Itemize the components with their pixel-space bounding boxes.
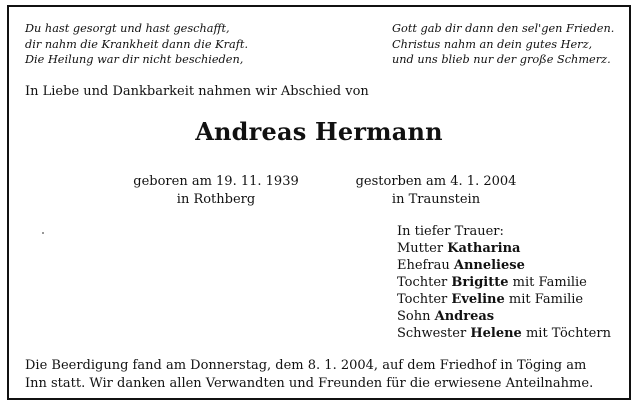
mourner-entry — [397, 257, 611, 274]
print-speck — [42, 232, 44, 234]
mourner-suffix: mit Töchtern — [525, 326, 611, 341]
funeral-line: Die Beerdigung fand am Donnerstag, dem 8. 1. 2004, auf dem Friedhof in Töging am — [25, 358, 587, 373]
poem-right — [392, 21, 614, 68]
funeral-notice — [25, 357, 623, 393]
mourner-entry — [397, 325, 611, 342]
mourner-relation: Tochter — [397, 275, 448, 290]
mourner-name: Brigitte — [451, 275, 509, 290]
mourner-suffix: mit Familie — [512, 275, 587, 290]
poem-line: Gott gab dir dann den sel'gen Frieden. — [392, 22, 615, 35]
mourner-relation: Schwester — [397, 326, 467, 341]
mourner-name: Anneliese — [453, 258, 525, 273]
intro-text: In Liebe und Dankbarkeit nahmen wir Abschied von — [25, 84, 369, 99]
poem-line: Du hast gesorgt und hast geschafft, — [25, 22, 230, 35]
mourner-name: Eveline — [451, 292, 505, 307]
poem-line: dir nahm die Krankheit dann die Kraft. — [25, 37, 249, 51]
birth-info — [111, 173, 321, 209]
obituary-notice — [7, 5, 631, 400]
birth-place: in Rothberg — [176, 192, 256, 207]
mourner-relation: Sohn — [397, 309, 431, 324]
mourner-name: Helene — [470, 326, 522, 341]
mourner-entry — [397, 291, 611, 308]
poem-line: Die Heilung war dir nicht beschieden, — [25, 53, 244, 67]
mourner-entry — [397, 240, 611, 257]
mourner-name: Andreas — [434, 309, 495, 324]
poem-line: Christus nahm an dein gutes Herz, — [392, 37, 593, 51]
funeral-line: Inn statt. Wir danken allen Verwandten und Freunden für die erwiesene Anteilnahme. — [25, 376, 594, 391]
death-info — [331, 173, 541, 209]
death-date: gestorben am 4. 1. 2004 — [355, 174, 517, 189]
mourner-name: Katharina — [447, 241, 521, 256]
mourner-relation: Ehefrau — [397, 258, 450, 273]
poem-line: und uns blieb nur der große Schmerz. — [392, 53, 611, 67]
death-place: in Traunstein — [391, 192, 481, 207]
birth-date: geboren am 19. 11. 1939 — [133, 174, 299, 189]
mourner-relation: Tochter — [397, 292, 448, 307]
poem-left — [25, 21, 248, 68]
mourner-relation: Mutter — [397, 241, 444, 256]
mourner-entry — [397, 274, 611, 291]
mourners-heading: In tiefer Trauer: — [397, 224, 504, 239]
mourners-list — [397, 223, 611, 342]
deceased-name: Andreas Hermann — [195, 117, 443, 146]
mourner-entry — [397, 308, 611, 325]
mourner-suffix: mit Familie — [508, 292, 584, 307]
